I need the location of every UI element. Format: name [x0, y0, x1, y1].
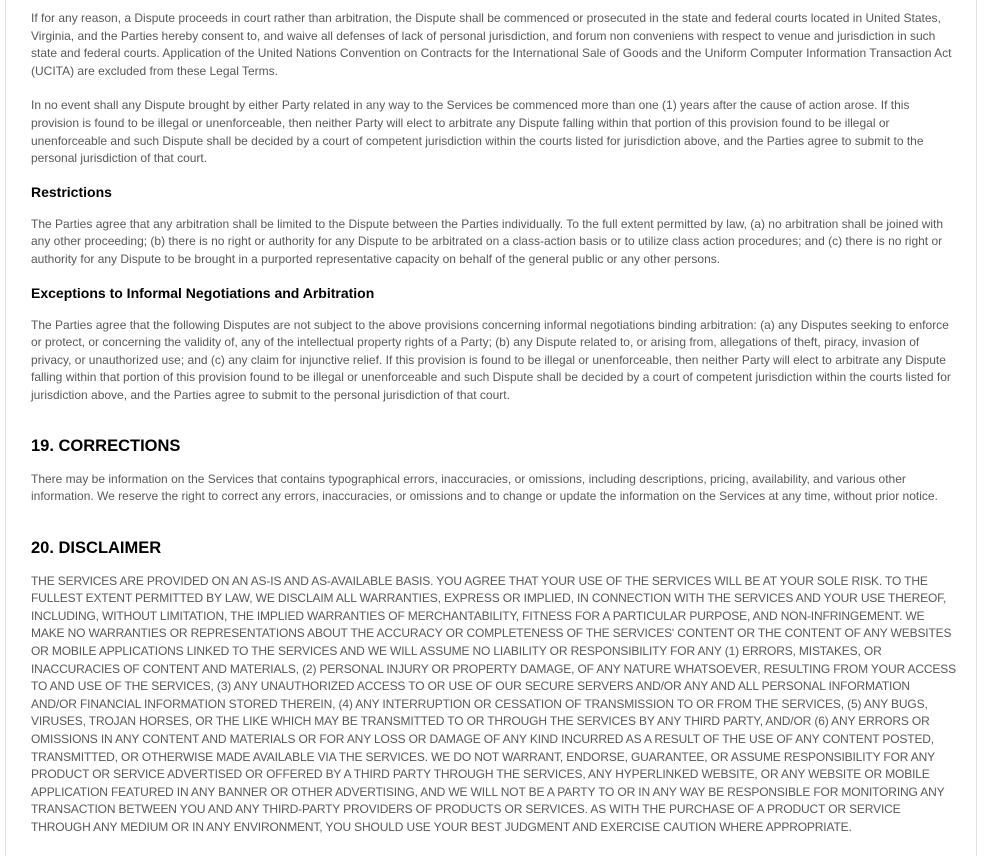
paragraph-restrictions: The Parties agree that any arbitration shall be limited to the Dispute between the Parties individually. To the full extent permitted by law, (a) no arbitration shall be joined with any other proceeding; (b) there is no right or authority for any Dispute to be arbitrated on a class-action basis or to utilize class action procedures; and (c) there is no right or authority for any Dispute to be brought in a purported representative capacity on behalf of the general public or any other persons. — [31, 216, 944, 266]
restrictions-heading: Restrictions — [31, 183, 112, 200]
section-heading-corrections: 19. CORRECTIONS — [31, 436, 181, 455]
section-heading-disclaimer: 20. DISCLAIMER — [31, 538, 162, 557]
paragraph-corrections: There may be information on the Services that contains typographical errors, inaccuracies, or omissions, including descriptions, pricing, availability, and various other information. We reserve the right to correct any errors, inaccuracies, or omissions and to change or update the information on the Services at any time, without prior notice. — [31, 471, 938, 504]
paragraph-time-limit: In no event shall any Dispute brought by either Party related in any way to the Services be commenced more than one (1) years after the cause of action arose. If this provision is found to be illegal or unenforceable, then neither Party will elect to arbitrate any Dispute falling within that portion of this provision found to be illegal or unenforceable and such Dispute shall be decided by a court of competent jurisdiction within the courts listed for jurisdiction above, and the Parties agree to submit to the personal jurisdiction of that court. — [31, 98, 924, 166]
legal-terms-content — [31, 7, 956, 837]
paragraph-exceptions: The Parties agree that the following Disputes are not subject to the above provisions concerning informal negotiations binding arbitration: (a) any Disputes seeking to enforce or protect, or concerning the validity of, any of the intellectual property rights of a Party; (b) any Dispute related to, or arising from, allegations of theft, piracy, invasion of privacy, or unauthorized use; and (c) any claim for injunctive relief. If this provision is found to be illegal or unenforceable, then neither Party will elect to arbitrate any Dispute falling within that portion of this provision found to be illegal or unenforceable and such Dispute shall be decided by a court of competent jurisdiction within the courts listed for jurisdiction above, and the Parties agree to submit to the personal jurisdiction of that court. — [31, 317, 951, 402]
paragraph-disclaimer: THE SERVICES ARE PROVIDED ON AN AS-IS AND AS-AVAILABLE BASIS. YOU AGREE THAT YOUR USE OF THE SERVICES WILL BE AT YOUR SOLE RISK. TO THE FULLEST EXTENT PERMITTED BY LAW, WE DISCLAIM ALL WARRANTIES, EXPRESS OR IMPLIED, IN CONNECTION WITH THE SERVICES AND YOUR USE THEREOF, INCLUDING, WITHOUT LIMITATION, THE IMPLIED WARRANTIES OF MERCHANTABILITY, FITNESS FOR A PARTICULAR PURPOSE, AND NON-INFRINGEMENT. WE MAKE NO WARRANTIES OR REPRESENTATIONS ABOUT THE ACCURACY OR COMPLETENESS OF THE SERVICES' CONTENT OR THE CONTENT OF ANY WEBSITES OR MOBILE APPLICATIONS LINKED TO THE SERVICES AND WE WILL ASSUME NO LIABILITY OR RESPONSIBILITY FOR ANY (1) ERRORS, MISTAKES, OR INACCURACIES OF CONTENT AND MATERIALS, (2) PERSONAL INJURY OR PROPERTY DAMAGE, OF ANY NATURE WHATSOEVER, RESULTING FROM YOUR ACCESS TO AND USE OF THE SERVICES, (3) ANY UNAUTHORIZED ACCESS TO OR USE OF OUR SECURE SERVERS AND/OR ANY AND ALL PERSONAL INFORMATION AND/OR FINANCIAL INFORMATION STORED THEREIN, (4) ANY INTERRUPTION OR CESSATION OF TRANSMISSION TO OR FROM THE SERVICES, (5) ANY BUGS, VIRUSES, TROJAN HORSES, OR THE LIKE WHICH MAY BE TRANSMITTED TO OR THROUGH THE SERVICES BY ANY THIRD PARTY, AND/OR (6) ANY ERRORS OR OMISSIONS IN ANY CONTENT AND MATERIALS OR FOR ANY LOSS OR DAMAGE OF ANY KIND INCURRED AS A RESULT OF THE USE OF ANY CONTENT POSTED, TRANSMITTED, OR OTHERWISE MADE AVAILABLE VIA THE SERVICES. WE DO NOT WARRANT, ENDORSE, GUARANTEE, OR ASSUME RESPONSIBILITY FOR ANY PRODUCT OR SERVICE ADVERTISED OR OFFERED BY A THIRD PARTY THROUGH THE SERVICES, ANY HYPERLINKED WEBSITE, OR ANY WEBSITE OR MOBILE APPLICATION FEATURED IN ANY BANNER OR OTHER ADVERTISING, AND WE WILL NOT BE A PARTY TO OR IN ANY WAY BE RESPONSIBLE FOR MONITORING ANY TRANSACTION BETWEEN YOU AND ANY THIRD-PARTY PROVIDERS OF PRODUCTS OR SERVICES. AS WITH THE PURCHASE OF A PRODUCT OR SERVICE THROUGH ANY MEDIUM OR IN ANY ENVIRONMENT, YOU SHOULD USE YOUR BEST JUDGMENT AND EXERCISE CAUTION WHERE APPROPRIATE. — [31, 573, 956, 834]
exceptions-heading: Exceptions to Informal Negotiations and Arbitration — [31, 284, 375, 301]
paragraph-dispute-court: If for any reason, a Dispute proceeds in court rather than arbitration, the Dispute shall be commenced or prosecuted in the state and federal courts located in United States, Virginia, and the Parties hereby consent to, and waive all defenses of lack of personal jurisdiction, and forum non conveniens with respect to venue and jurisdiction in such state and federal courts. Application of the United Nations Convention on Contracts for the International Sale of Goods and the Uniform Computer Information Transaction Act (UCITA) are excluded from these Legal Terms. — [31, 11, 952, 78]
